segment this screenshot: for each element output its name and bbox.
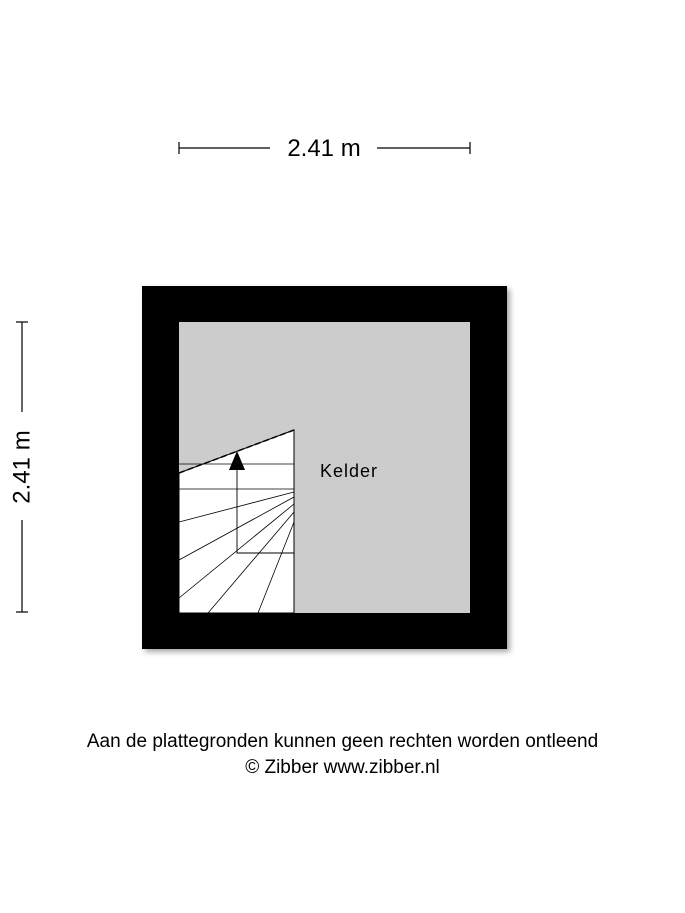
copyright-text: © Zibber www.zibber.nl xyxy=(245,757,440,778)
height-label: 2.41 m xyxy=(8,430,36,504)
disclaimer-text: Aan de plattegronden kunnen geen rechten worden ontleend xyxy=(86,731,599,752)
room-label: Kelder xyxy=(319,461,379,481)
height-dimension xyxy=(9,322,36,612)
width-label: 2.41 m xyxy=(287,135,361,162)
width-dimension xyxy=(179,135,470,162)
